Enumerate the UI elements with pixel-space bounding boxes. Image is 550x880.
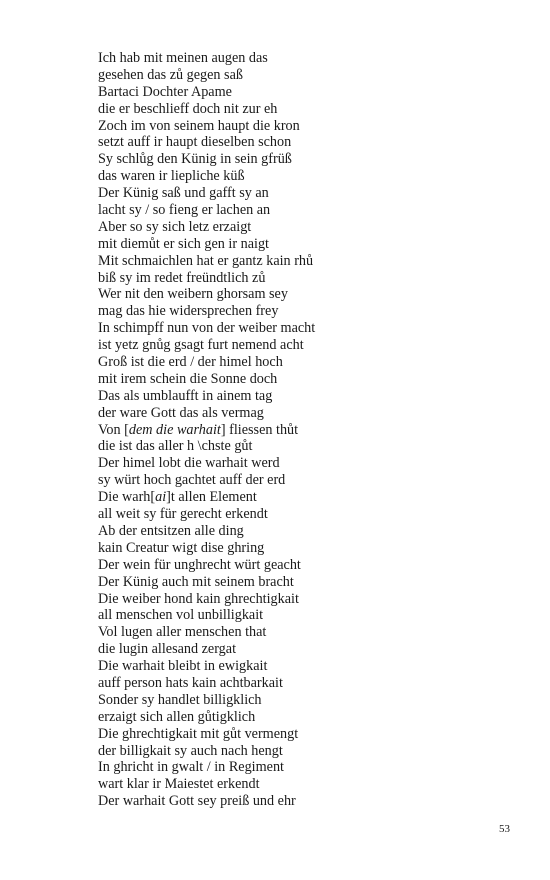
editorial-insertion: dem die warhait xyxy=(128,421,221,438)
verse-text xyxy=(98,50,315,810)
editorial-insertion: ai xyxy=(155,489,167,506)
line-fragment: der billigkait sy auch nach hengt xyxy=(98,742,283,759)
verse-line xyxy=(98,759,315,776)
verse-line xyxy=(98,675,315,692)
line-fragment: Der wein für unghrecht würt geacht xyxy=(98,556,301,573)
line-fragment: die ist das aller h \chste gůt xyxy=(98,438,253,455)
verse-line xyxy=(98,118,315,135)
verse-line xyxy=(98,168,315,185)
verse-line xyxy=(98,236,315,253)
line-fragment: kain Creatur wigt dise ghring xyxy=(98,539,265,556)
line-fragment: ]t allen Element xyxy=(166,489,257,506)
line-fragment: die lugin allesand zergat xyxy=(98,641,237,658)
verse-line xyxy=(98,574,315,591)
verse-line xyxy=(98,422,315,439)
verse-line xyxy=(98,641,315,658)
verse-line xyxy=(98,540,315,557)
line-fragment: die er beschlieff doch nit zur eh xyxy=(98,100,278,117)
line-fragment: In schimpff nun von der weiber macht xyxy=(98,320,316,337)
line-fragment: wart klar ir Maiestet erkendt xyxy=(98,776,260,793)
verse-line xyxy=(98,607,315,624)
line-fragment: mag das hie widersprechen frey xyxy=(98,303,279,320)
verse-line xyxy=(98,489,315,506)
line-fragment: Wer nit den weibern ghorsam sey xyxy=(98,286,288,303)
verse-line xyxy=(98,320,315,337)
line-fragment: mit irem schein die Sonne doch xyxy=(98,370,278,387)
line-fragment: Aber so sy sich letz erzaigt xyxy=(98,218,252,235)
verse-line xyxy=(98,151,315,168)
page-number: 53 xyxy=(499,823,510,835)
verse-line xyxy=(98,624,315,641)
verse-line xyxy=(98,286,315,303)
line-fragment: Bartaci Dochter Apame xyxy=(98,83,232,100)
line-fragment: Von [ xyxy=(98,421,129,438)
line-fragment: Zoch im von seinem haupt die kron xyxy=(98,117,300,134)
line-fragment: der ware Gott das als vermag xyxy=(98,404,264,421)
line-fragment: auff person hats kain achtbarkait xyxy=(98,674,283,691)
line-fragment: Sy schlůg den Künig in sein gfrüß xyxy=(98,151,292,168)
line-fragment: lacht sy / so fieng er lachen an xyxy=(98,202,271,219)
line-fragment: Mit schmaichlen hat er gantz kain rhů xyxy=(98,252,314,269)
verse-line xyxy=(98,101,315,118)
line-fragment: Die weiber hond kain ghrechtigkait xyxy=(98,590,299,607)
verse-line xyxy=(98,202,315,219)
line-fragment: sy würt hoch gachtet auff der erd xyxy=(98,472,286,489)
verse-line xyxy=(98,67,315,84)
verse-line xyxy=(98,709,315,726)
verse-line xyxy=(98,557,315,574)
verse-line xyxy=(98,455,315,472)
line-fragment: Vol lugen aller menschen that xyxy=(98,624,267,641)
line-fragment: Die ghrechtigkait mit gůt vermengt xyxy=(98,725,299,742)
line-fragment: Groß ist die erd / der himel hoch xyxy=(98,354,283,371)
line-fragment: Der Künig saß und gafft sy an xyxy=(98,185,269,202)
verse-line xyxy=(98,371,315,388)
verse-line xyxy=(98,472,315,489)
verse-line xyxy=(98,658,315,675)
verse-line xyxy=(98,506,315,523)
verse-line xyxy=(98,219,315,236)
line-fragment: all weit sy für gerecht erkendt xyxy=(98,506,268,523)
line-fragment: In ghricht in gwalt / in Regiment xyxy=(98,759,284,776)
line-fragment: Ab der entsitzen alle ding xyxy=(98,522,244,539)
verse-line xyxy=(98,692,315,709)
line-fragment: Der Künig auch mit seinem bracht xyxy=(98,573,294,590)
verse-line xyxy=(98,50,315,67)
line-fragment: Ich hab mit meinen augen das xyxy=(98,50,268,66)
line-fragment: Sonder sy handlet billigklich xyxy=(98,691,262,708)
verse-line xyxy=(98,185,315,202)
line-fragment: das waren ir liepliche küß xyxy=(98,168,245,185)
line-fragment: Der himel lobt die warhait werd xyxy=(98,455,280,472)
verse-line xyxy=(98,253,315,270)
line-fragment: Das als umblaufft in ainem tag xyxy=(98,387,273,404)
verse-line xyxy=(98,793,315,810)
line-fragment: Die warh[ xyxy=(98,489,156,506)
line-fragment: all menschen vol unbilligkait xyxy=(98,607,264,624)
verse-line xyxy=(98,388,315,405)
verse-line xyxy=(98,591,315,608)
line-fragment: biß sy im redet freündtlich zů xyxy=(98,269,266,286)
verse-line xyxy=(98,776,315,793)
verse-line xyxy=(98,337,315,354)
verse-line xyxy=(98,726,315,743)
line-fragment: Die warhait bleibt in ewigkait xyxy=(98,658,268,675)
line-fragment: gesehen das zů gegen saß xyxy=(98,66,243,83)
verse-line xyxy=(98,303,315,320)
verse-line xyxy=(98,438,315,455)
line-fragment: ist yetz gnůg gsagt furt nemend acht xyxy=(98,337,304,354)
line-fragment: Der warhait Gott sey preiß und ehr xyxy=(98,793,296,810)
verse-line xyxy=(98,354,315,371)
verse-line xyxy=(98,523,315,540)
verse-line xyxy=(98,134,315,151)
line-fragment: setzt auff ir haupt dieselben schon xyxy=(98,134,292,151)
verse-line xyxy=(98,743,315,760)
verse-line xyxy=(98,405,315,422)
verse-line xyxy=(98,84,315,101)
line-fragment: mit diemůt er sich gen ir naigt xyxy=(98,235,269,252)
verse-line xyxy=(98,270,315,287)
line-fragment: ] fliessen thůt xyxy=(220,421,299,438)
line-fragment: erzaigt sich allen gůtigklich xyxy=(98,708,256,725)
